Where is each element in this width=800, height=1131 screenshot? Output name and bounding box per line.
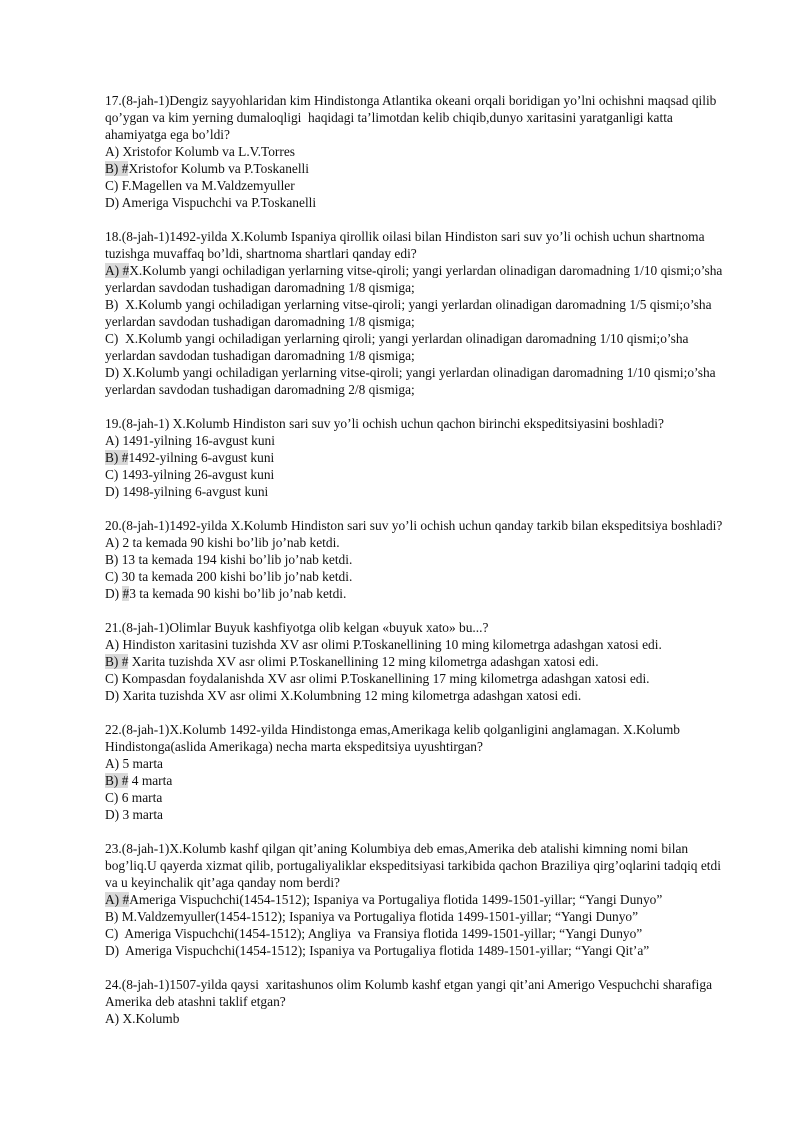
answer-option (105, 364, 725, 398)
answer-option (105, 636, 725, 653)
option-text: A) 1491-yilning 16-avgust kuni (105, 433, 275, 448)
option-text: D) X.Kolumb yangi ochiladigan yerlarning vitse-qiroli; yangi yerlardan olinadigan daromadning 1/10 qismi;o’sha yerlardan savdodan tushadigan daromadning 2/8 qismiga; (105, 365, 719, 397)
option-text: C) 1493-yilning 26-avgust kuni (105, 467, 275, 482)
option-text: Xristofor Kolumb va P.Toskanelli (128, 161, 310, 176)
option-text: Xarita tuzishda XV asr olimi P.Toskanellining 12 ming kilometrga adashgan xatosi edi. (128, 654, 599, 669)
answer-option (105, 772, 725, 789)
option-prefix: D) (105, 586, 123, 601)
answer-option (105, 177, 725, 194)
answer-option (105, 262, 725, 296)
option-text: B) 13 ta kemada 194 kishi bo’lib jo’nab ketdi. (105, 552, 353, 567)
answer-option (105, 653, 725, 670)
answer-option (105, 449, 725, 466)
question-text: 18.(8-jah-1)1492-yilda X.Kolumb Ispaniya qirollik oilasi bilan Hindiston sari suv yo’li ochish uchun shartnoma tuzishga muvaffaq bo’ldi, shartnoma shartlari qanday edi? (105, 229, 708, 261)
question-text: 17.(8-jah-1)Dengiz sayyohlaridan kim Hindistonga Atlantika okeani orqali boridigan yo’lni ochishni maqsad qilib qo’ygan va kim yerning dumaloqligi haqidagi ta’limotdan kelib chiqib,dunyo xaritasini yaratganligi katta ahamiyatga ega bo’ldi? (105, 93, 720, 142)
option-text: C) 30 ta kemada 200 kishi bo’lib jo’nab ketdi. (105, 569, 353, 584)
option-text: A) Hindiston xaritasini tuzishda XV asr olimi P.Toskanellining 10 ming kilometrga adashgan xatosi edi. (105, 637, 662, 652)
answer-option (105, 432, 725, 449)
option-text: C) 6 marta (105, 790, 163, 805)
question-block (105, 619, 725, 704)
option-text: A) 5 marta (105, 756, 164, 771)
question-block (105, 415, 725, 500)
answer-option (105, 143, 725, 160)
option-text: X.Kolumb yangi ochiladigan yerlarning vitse-qiroli; yangi yerlardan olinadigan daromadning 1/10 qismi;o’sha yerlardan savdodan tushadigan daromadning 1/8 qismiga; (105, 263, 726, 295)
option-text: Ameriga Vispuchchi(1454-1512); Ispaniya va Portugaliya flotida 1499-1501-yillar; “Yangi Dunyo” (129, 892, 663, 907)
question-text: 22.(8-jah-1)X.Kolumb 1492-yilda Hindistonga emas,Amerikaga kelib qolganligini anglamagan. X.Kolumb Hindistonga(aslida Amerikaga) necha marta ekspeditsiya uyushtirgan? (105, 722, 684, 754)
question-text: 19.(8-jah-1) X.Kolumb Hindiston sari suv yo’li ochish uchun qachon birinchi ekspeditsiyasini boshladi? (105, 416, 664, 431)
answer-option (105, 568, 725, 585)
question-text: 21.(8-jah-1)Olimlar Buyuk kashfiyotga olib kelgan «buyuk xato» bu...? (105, 620, 489, 635)
answer-option (105, 330, 725, 364)
answer-option (105, 789, 725, 806)
option-text: C) Ameriga Vispuchchi(1454-1512); Angliya va Fransiya flotida 1499-1501-yillar; “Yangi Dunyo” (105, 926, 643, 941)
option-text: B) X.Kolumb yangi ochiladigan yerlarning vitse-qiroli; yangi yerlardan olinadigan daromadning 1/5 qismi;o’sha yerlardan savdodan tushadigan daromadning 1/8 qismiga; (105, 297, 715, 329)
answer-option (105, 687, 725, 704)
answer-option (105, 551, 725, 568)
correct-answer-marker: B) # (105, 161, 129, 176)
option-text: 3 ta kemada 90 kishi bo’lib jo’nab ketdi. (129, 586, 347, 601)
option-text: A) Xristofor Kolumb va L.V.Torres (105, 144, 295, 159)
correct-answer-marker: B) # (105, 450, 129, 465)
answer-option (105, 942, 725, 959)
correct-answer-marker: A) # (105, 263, 130, 278)
option-text: A) 2 ta kemada 90 kishi bo’lib jo’nab ketdi. (105, 535, 340, 550)
answer-option (105, 806, 725, 823)
answer-option (105, 1010, 725, 1027)
question-block (105, 92, 725, 211)
question-block (105, 517, 725, 602)
question-block (105, 976, 725, 1027)
correct-answer-marker: A) # (105, 892, 130, 907)
option-text: D) Ameriga Vispuchchi(1454-1512); Ispaniya va Portugaliya flotida 1489-1501-yillar; “Yangi Qit’a” (105, 943, 650, 958)
question-block (105, 840, 725, 959)
question-list (105, 92, 725, 1044)
option-text: C) F.Magellen va M.Valdzemyuller (105, 178, 295, 193)
question-text: 24.(8-jah-1)1507-yilda qaysi xaritashunos olim Kolumb kashf etgan yangi qit’ani Amerigo Vespuchchi sharafiga Amerika deb atashni taklif etgan? (105, 977, 715, 1009)
option-text: 1492-yilning 6-avgust kuni (128, 450, 275, 465)
correct-answer-marker: # (122, 586, 130, 601)
answer-option (105, 891, 725, 908)
option-text: B) M.Valdzemyuller(1454-1512); Ispaniya va Portugaliya flotida 1499-1501-yillar; “Yangi Dunyo” (105, 909, 639, 924)
question-text: 20.(8-jah-1)1492-yilda X.Kolumb Hindiston sari suv yo’li ochish uchun qanday tarkib bilan ekspeditsiya boshladi? (105, 518, 723, 533)
answer-option (105, 483, 725, 500)
answer-option (105, 925, 725, 942)
option-text: 4 marta (128, 773, 173, 788)
answer-option (105, 670, 725, 687)
answer-option (105, 194, 725, 211)
option-text: D) Ameriga Vispuchchi va P.Toskanelli (105, 195, 317, 210)
option-text: D) Xarita tuzishda XV asr olimi X.Kolumbning 12 ming kilometrga adashgan xatosi edi. (105, 688, 582, 703)
correct-answer-marker: B) # (105, 773, 129, 788)
answer-option (105, 755, 725, 772)
question-block (105, 228, 725, 398)
option-text: D) 1498-yilning 6-avgust kuni (105, 484, 269, 499)
option-text: D) 3 marta (105, 807, 164, 822)
option-text: A) X.Kolumb (105, 1011, 180, 1026)
answer-option (105, 908, 725, 925)
question-block (105, 721, 725, 823)
option-text: C) Kompasdan foydalanishda XV asr olimi P.Toskanellining 17 ming kilometrga adashgan xatosi edi. (105, 671, 650, 686)
answer-option (105, 466, 725, 483)
answer-option (105, 160, 725, 177)
option-text: C) X.Kolumb yangi ochiladigan yerlarning qiroli; yangi yerlardan olinadigan daromadning 1/10 qismi;o’sha yerlardan savdodan tushadigan daromadning 1/8 qismiga; (105, 331, 692, 363)
correct-answer-marker: B) # (105, 654, 129, 669)
question-text: 23.(8-jah-1)X.Kolumb kashf qilgan qit’aning Kolumbiya deb emas,Amerika deb atalishi kimning nomi bilan bog’liq.U qayerda xizmat qilib, portugaliyaliklar ekspeditsiyasi tarkibida qachon Braziliya qirg’oqlarini tadqiq etdi va u keyinchalik qit’aga qanday nom berdi? (105, 841, 725, 890)
answer-option (105, 585, 725, 602)
answer-option (105, 296, 725, 330)
answer-option (105, 534, 725, 551)
